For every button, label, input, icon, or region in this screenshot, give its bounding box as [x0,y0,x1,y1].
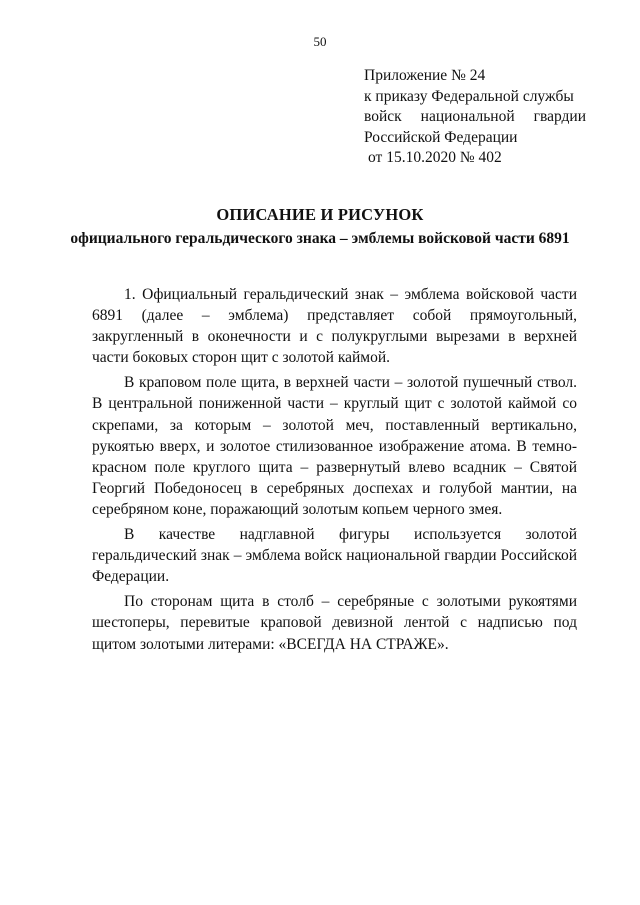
appendix-country: Российской Федерации [364,128,518,146]
appendix-number: Приложение № 24 [364,67,486,84]
document-body [92,284,577,659]
document-subtitle: официального геральдического знака – эмблемы войсковой части 6891 [70,230,570,247]
body-paragraph-3: В качестве надглавной фигуры используется золотой геральдический знак – эмблема войск национальной гвардии Российской Федерации. [92,526,577,586]
document-title: ОПИСАНИЕ И РИСУНОК [216,205,424,224]
body-paragraph-2: В краповом поле щита, в верхней части – золотой пушечный ствол. В центральной пониженной части – круглый щит с золотой каймой со скрепами, за которым – золотой меч, поставленный вертикально, рукоятью вверх, и золотое стилизованное изображение атома. В темно-красном поле круглого щита – развернутый влево всадник – Святой Георгий Победоносец в серебряных доспехах и голубой мантии, на серебряном коне, поражающий золотым копьем черного змея. [92,374,577,518]
document-title-block [60,204,580,249]
appendix-order-date: от 15.10.2020 № 402 [368,149,502,167]
appendix-header [364,66,586,169]
body-paragraph-1: 1. Официальный геральдический знак – эмблема войсковой части 6891 (далее – эмблема) представляет собой прямоугольный, закругленный в оконечности и с полукруглыми вырезами в верхней части боковых сторон щит с золотой каймой. [92,286,577,367]
page-number: 50 [313,34,327,49]
appendix-service-name: войск национальной гвардии [364,108,586,126]
body-paragraph-4: По сторонам щита в столб – серебряные с золотыми рукоятями шестоперы, перевитые краповой девизной лентой с надписью под щитом золотыми литерами: «ВСЕГДА НА СТРАЖЕ». [92,593,577,653]
appendix-order-ref: к приказу Федеральной службы [364,87,574,105]
